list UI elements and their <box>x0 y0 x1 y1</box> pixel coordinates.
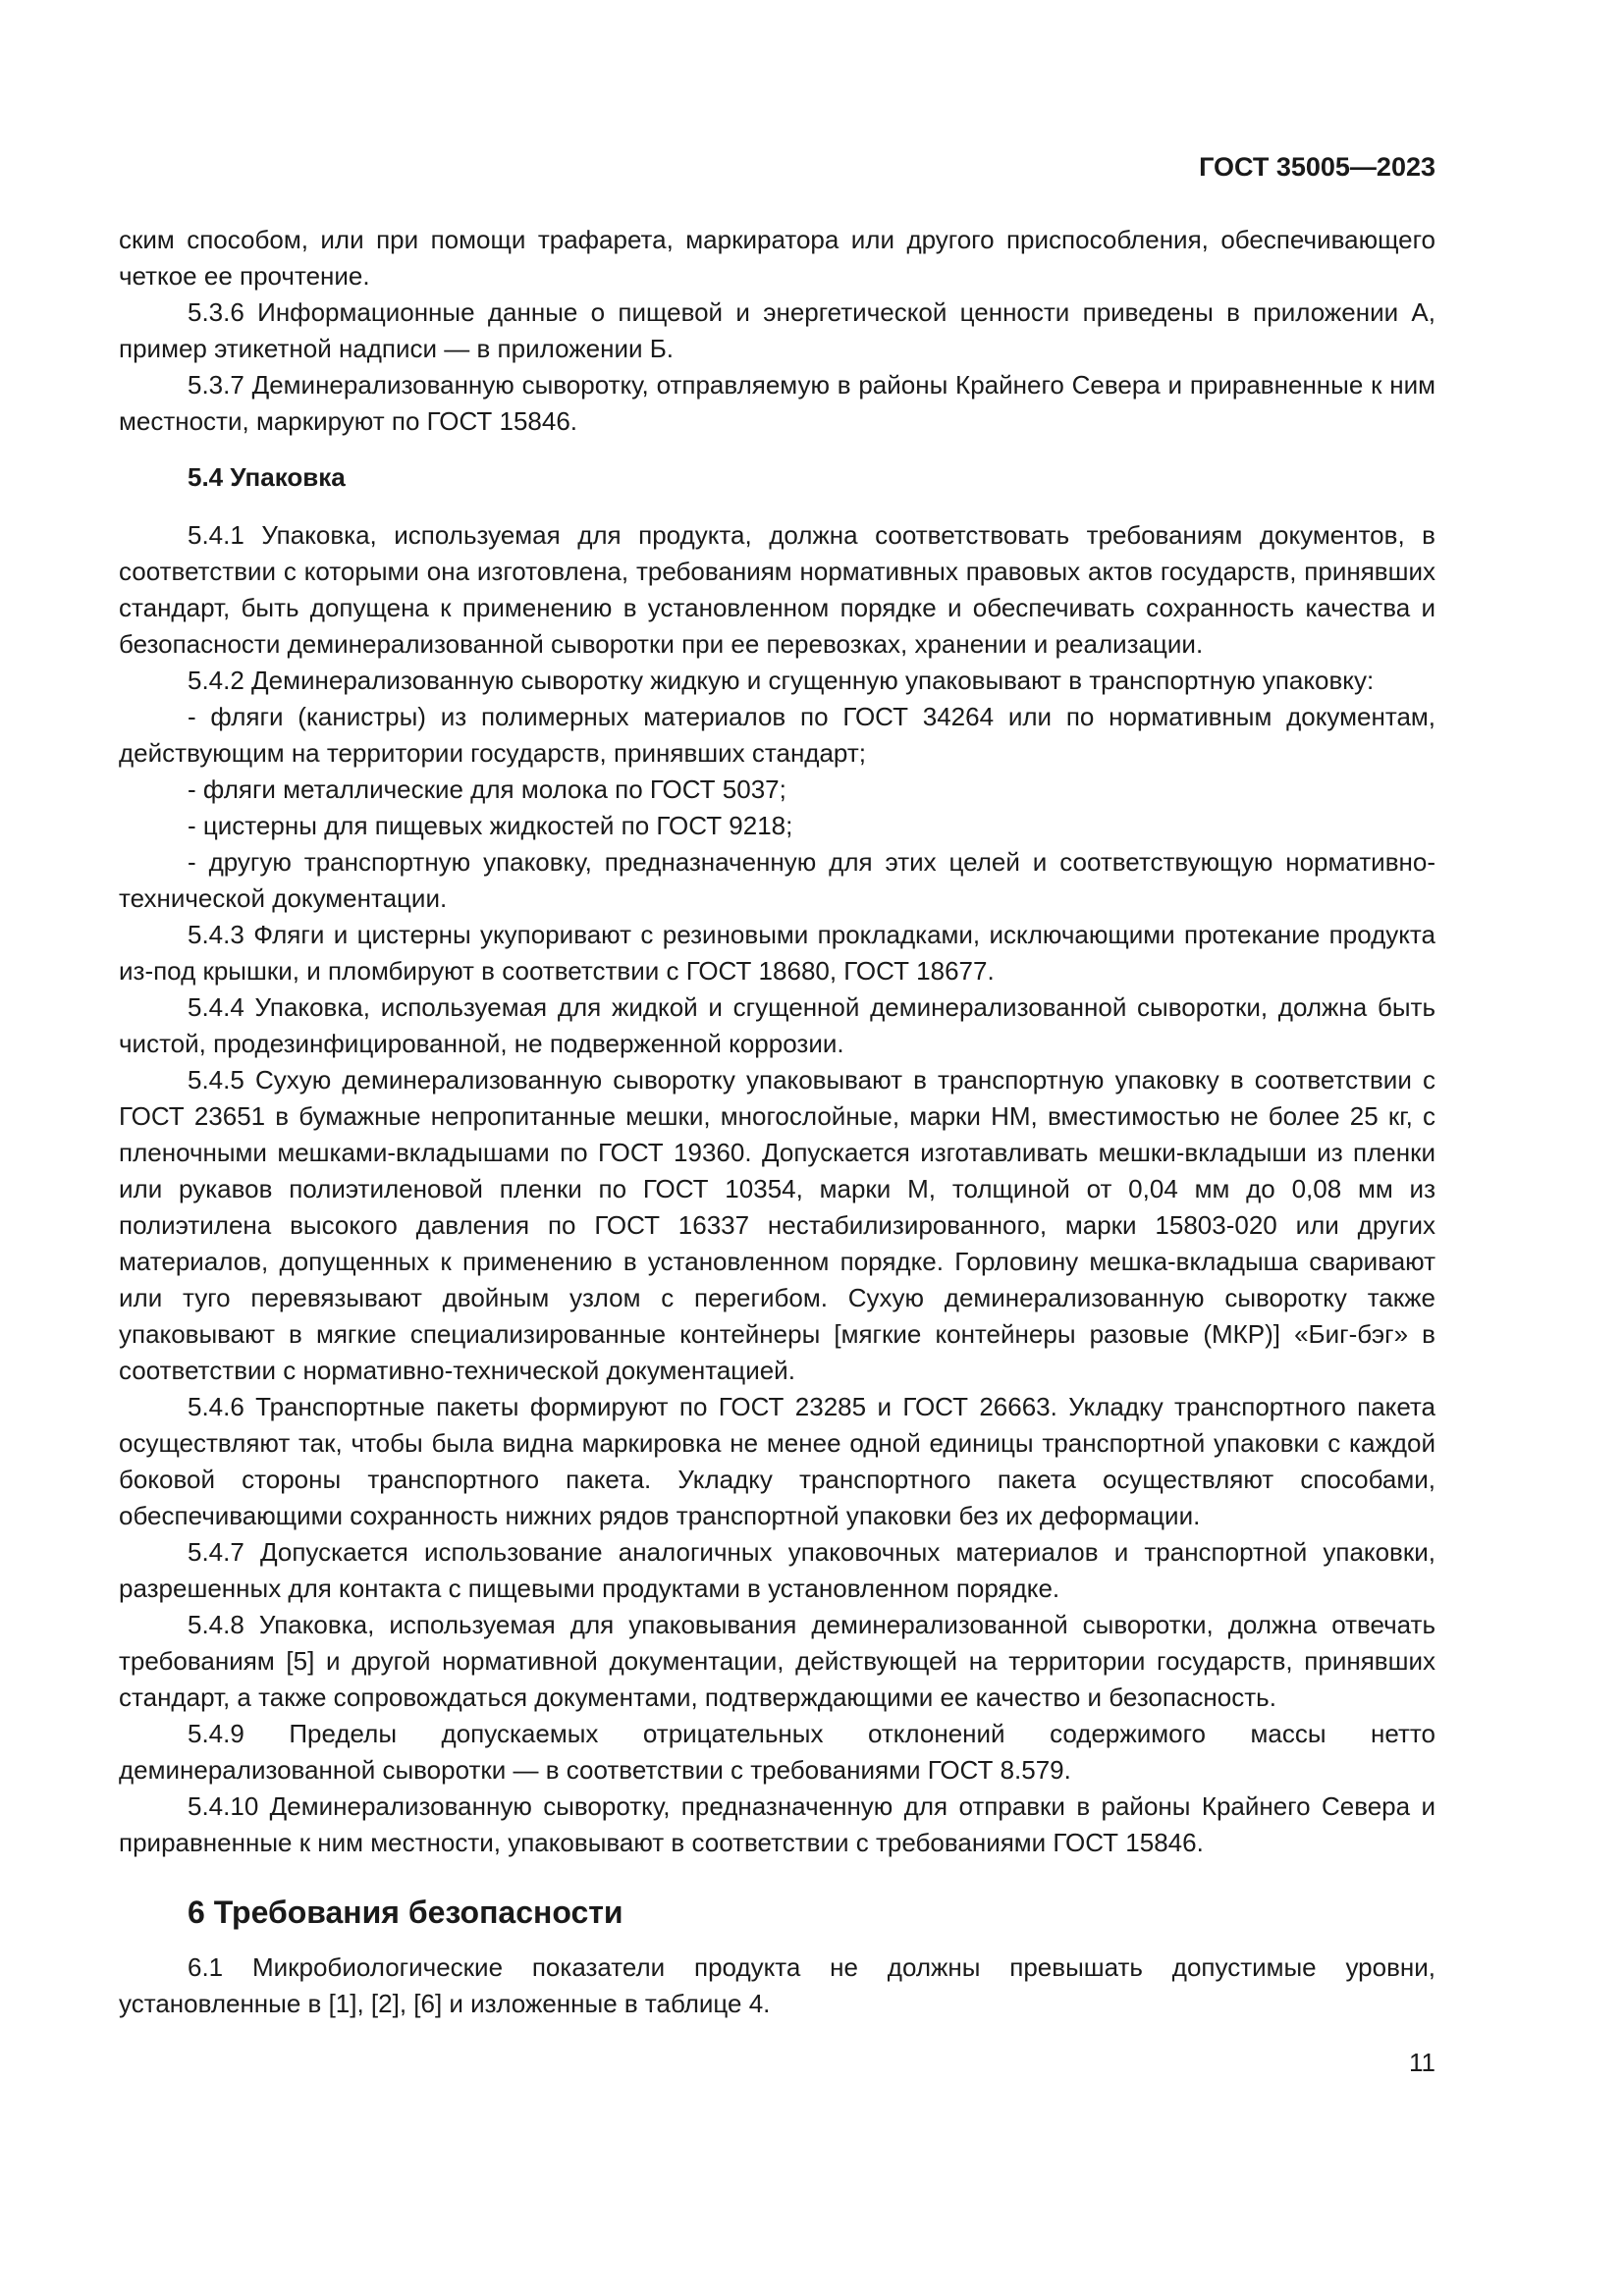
paragraph-5-3-7: 5.3.7 Деминерализованную сыворотку, отправляемую в районы Крайнего Севера и приравненные к ним местности, маркируют по ГОСТ 15846. <box>119 370 1435 436</box>
page-content <box>119 222 1435 2022</box>
paragraph-5-4-3: 5.4.3 Фляги и цистерны укупоривают с резиновыми прокладками, исключающими протекание продукта из-под крышки, и пломбируют в соответствии с ГОСТ 18680, ГОСТ 18677. <box>119 920 1435 986</box>
list-item: - другую транспортную упаковку, предназначенную для этих целей и соответствующую нормативно-технической документации. <box>119 847 1435 913</box>
paragraph-5-4-6: 5.4.6 Транспортные пакеты формируют по ГОСТ 23285 и ГОСТ 26663. Укладку транспортного пакета осуществляют так, чтобы была видна маркировка не менее одной единицы транспортной упаковки с каждой боковой стороны транспортного пакета. Укладку транспортного пакета осуществляют способами, обеспечивающими сохранность нижних рядов транспортной упаковки без их деформации. <box>119 1392 1435 1530</box>
document-code-header: ГОСТ 35005—2023 <box>1199 152 1435 182</box>
paragraph-5-4-5: 5.4.5 Сухую деминерализованную сыворотку упаковывают в транспортную упаковку в соответствии с ГОСТ 23651 в бумажные непропитанные мешки, многослойные, марки НМ, вместимостью не более 25 кг, с пленочными мешками-вкладышами по ГОСТ 19360. Допускается изготавливать мешки-вкладыши из пленки или рукавов полиэтиленовой пленки по ГОСТ 10354, марки М, толщиной от 0,04 мм до 0,08 мм из полиэтилена высокого давления по ГОСТ 16337 нестабилизированного, марки 15803-020 или других материалов, допущенных к применению в установленном порядке. Горловину мешка-вкладыша сваривают или туго перевязывают двойным узлом с перегибом. Сухую деминерализованную сыворотку также упаковывают в мягкие специализированные контейнеры [мягкие контейнеры разовые (МКР)] «Биг-бэг» в соответствии с нормативно-технической документацией. <box>119 1065 1435 1385</box>
paragraph-5-4-9: 5.4.9 Пределы допускаемых отрицательных отклонений содержимого массы нетто деминерализованной сыворотки — в соответствии с требованиями ГОСТ 8.579. <box>119 1719 1435 1785</box>
paragraph-5-4-2: 5.4.2 Деминерализованную сыворотку жидкую и сгущенную упаковывают в транспортную упаковку: <box>188 666 1375 695</box>
paragraph-6-1: 6.1 Микробиологические показатели продукта не должны превышать допустимые уровни, установленные в [1], [2], [6] и изложенные в таблице 4. <box>119 1952 1435 2018</box>
paragraph-5-4-4: 5.4.4 Упаковка, используемая для жидкой и сгущенной деминерализованной сыворотки, должна быть чистой, продезинфицированной, не подверженной коррозии. <box>119 992 1435 1058</box>
paragraph-5-4-1: 5.4.1 Упаковка, используемая для продукта, должна соответствовать требованиям документов, в соответствии с которыми она изготовлена, требованиям нормативных правовых актов государств, принявших стандарт, быть допущена к применению в установленном порядке и обеспечивать сохранность качества и безопасности деминерализованной сыворотки при ее перевозках, хранении и реализации. <box>119 520 1435 659</box>
paragraph-5-4-8: 5.4.8 Упаковка, используемая для упаковывания деминерализованной сыворотки, должна отвечать требованиям [5] и другой нормативной документации, действующей на территории государств, принявших стандарт, а также сопровождаться документами, подтверждающими ее качество и безопасность. <box>119 1610 1435 1712</box>
list-item: - фляги (канистры) из полимерных материалов по ГОСТ 34264 или по нормативным документам, действующим на территории государств, принявших стандарт; <box>119 702 1435 768</box>
paragraph-5-4-7: 5.4.7 Допускается использование аналогичных упаковочных материалов и транспортной упаковки, разрешенных для контакта с пищевыми продуктами в установленном порядке. <box>119 1537 1435 1603</box>
section-heading-6: 6 Требования безопасности <box>188 1895 623 1930</box>
paragraph-continuation: ским способом, или при помощи трафарета, маркиратора или другого приспособления, обеспечивающего четкое ее прочтение. <box>119 225 1435 291</box>
page-number: 11 <box>1409 2048 1435 2077</box>
subsection-heading-5-4: 5.4 Упаковка <box>188 462 346 492</box>
list-item: - фляги металлические для молока по ГОСТ 5037; <box>188 774 786 804</box>
paragraph-5-3-6: 5.3.6 Информационные данные о пищевой и энергетической ценности приведены в приложении А, пример этикетной надписи — в приложении Б. <box>119 297 1435 363</box>
paragraph-5-4-10: 5.4.10 Деминерализованную сыворотку, предназначенную для отправки в районы Крайнего Севера и приравненные к ним местности, упаковывают в соответствии с требованиями ГОСТ 15846. <box>119 1791 1435 1857</box>
list-item: - цистерны для пищевых жидкостей по ГОСТ 9218; <box>188 811 793 840</box>
